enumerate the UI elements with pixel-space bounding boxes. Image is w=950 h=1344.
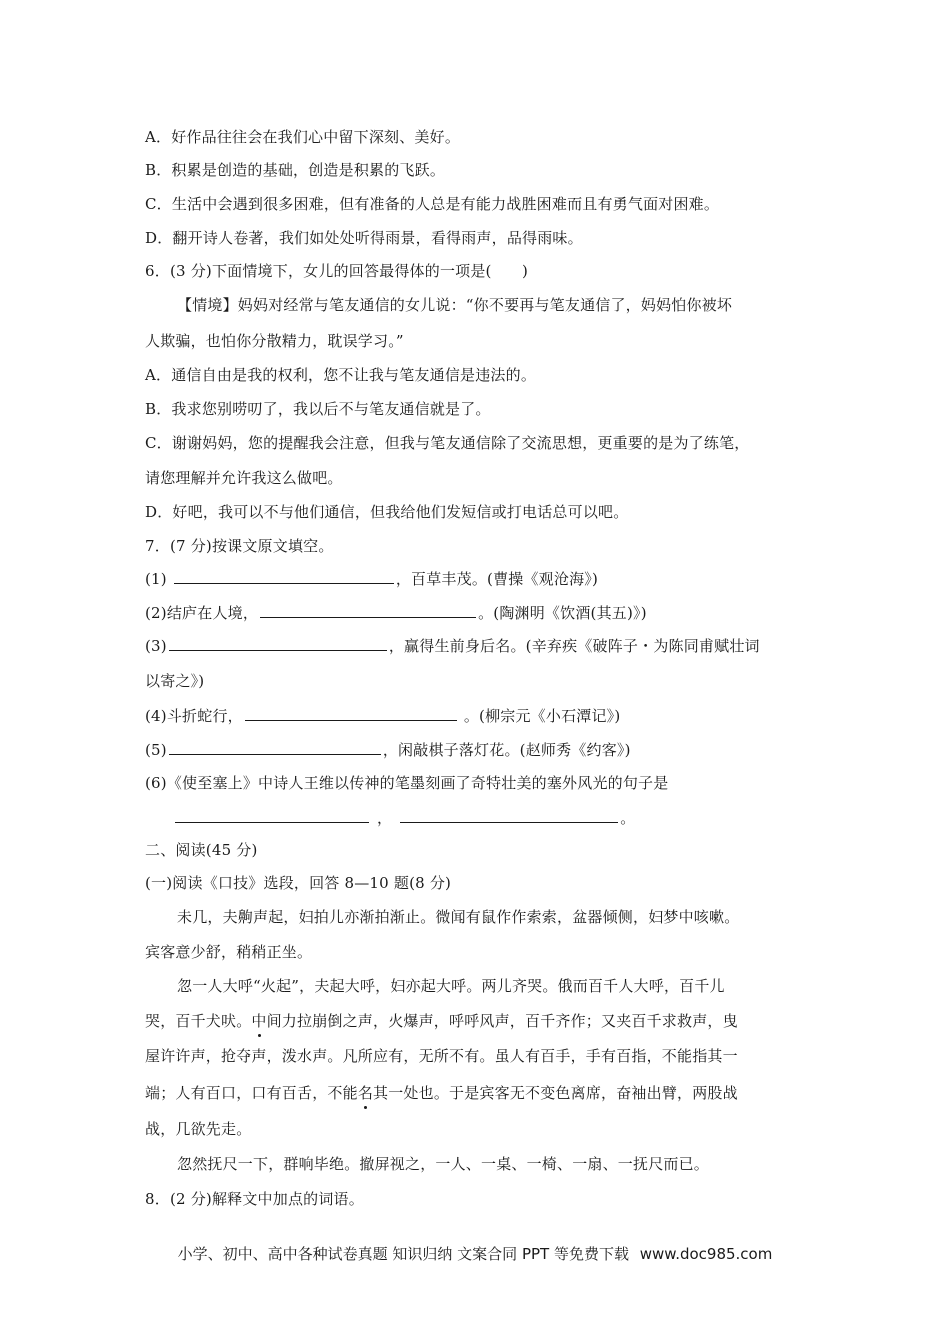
q7-item-5 [145, 738, 631, 761]
q7-item-6: (6)《使至塞上》中诗人王维以传神的笔墨刻画了奇特壮美的塞外风光的句子是 [145, 774, 669, 792]
q7-item-2-label: (2)结庐在人境， [145, 604, 259, 622]
passage-p2-line-2-b: 间力拉崩倒之声，火爆声，呼呼风声，百千齐作；又夹百千求救声，曳 [266, 1012, 738, 1030]
q5-option-c: C．生活中会遇到很多困难，但有准备的人总是有能力战胜困难而且有勇气面对困难。 [145, 195, 720, 213]
q5-option-d: D．翻开诗人卷著，我们如处处听得雨景，看得雨声，品得雨味。 [145, 229, 583, 247]
q6-option-a: A．通信自由是我的权利，您不让我与笔友通信是违法的。 [145, 366, 537, 384]
q6-option-b: B．我求您别唠叨了，我以后不与笔友通信就是了。 [145, 400, 491, 418]
q7-item-6-answers [173, 806, 635, 829]
q7-item-1 [145, 567, 598, 590]
q5-option-a: A．好作品往往会在我们心中留下深刻、美好。 [145, 128, 461, 146]
q6-context-line-2: 人欺骗，也怕你分散精力，耽误学习。” [145, 332, 404, 350]
emphasis-dot-word-ming: 名 [357, 1084, 374, 1102]
answer-blank-5[interactable] [169, 738, 381, 755]
passage-p2-line-1: 忽一人大呼“火起”，夫起大呼，妇亦起大呼。两儿齐哭。俄而百千人大呼，百千儿 [177, 977, 725, 995]
q5-option-b: B．积累是创造的基础，创造是积累的飞跃。 [145, 161, 446, 179]
q7-item-4-text: 。(柳宗元《小石潭记》) [458, 707, 621, 725]
answer-blank-6b[interactable] [400, 806, 618, 823]
q6-option-d: D．好吧，我可以不与他们通信，但我给他们发短信或打电话总可以吧。 [145, 503, 629, 521]
answer-blank-6a[interactable] [175, 806, 369, 823]
q6-stem: 6．(3 分)下面情境下，女儿的回答最得体的一项是( ) [145, 262, 529, 280]
emphasis-dot-word-zhong: 中 [251, 1012, 267, 1030]
q7-stem: 7．(7 分)按课文原文填空。 [145, 537, 334, 555]
passage-p2-line-2 [145, 1010, 738, 1032]
passage-p2-line-5: 战，几欲先走。 [145, 1120, 252, 1138]
passage-p2-line-4 [145, 1082, 738, 1104]
passage-p2-line-4-b: 其一处也。于是宾客无不变色离席，奋袖出臂，两股战 [373, 1084, 738, 1102]
q6-option-c-line-2: 请您理解并允许我这么做吧。 [145, 469, 343, 487]
answer-blank-4[interactable] [245, 704, 457, 721]
footer-link[interactable]: www.doc985.com [639, 1245, 773, 1263]
q7-item-5-label: (5) [145, 741, 167, 759]
q7-item-3-label: (3) [145, 637, 167, 655]
answer-blank-1[interactable] [174, 567, 394, 584]
footer-text: 小学、初中、高中各种试卷真题 知识归纳 文案合同 PPT 等免费下载 [177, 1245, 629, 1263]
q7-item-1-label: (1) [145, 570, 172, 588]
page-footer [0, 1243, 950, 1264]
passage-p1-line-1: 未几，夫齁声起，妇拍儿亦渐拍渐止。微闻有鼠作作索索，盆器倾侧，妇梦中咳嗽。 [177, 908, 740, 926]
passage-p2-line-2-a: 哭，百千犬吠。 [145, 1012, 252, 1030]
q7-item-3 [145, 634, 760, 657]
q8-stem: 8．(2 分)解释文中加点的词语。 [145, 1190, 364, 1208]
q6-context-line-1: 【情境】妈妈对经常与笔友通信的女儿说：“你不要再与笔友通信了，妈妈怕你被坏 [177, 296, 733, 314]
passage-p2-line-3: 屋许许声，抢夺声，泼水声。凡所应有，无所不有。虽人有百手，手有百指，不能指其一 [145, 1047, 738, 1065]
q7-item-2 [145, 601, 647, 624]
passage-p1-line-2: 宾客意少舒，稍稍正坐。 [145, 943, 313, 961]
q7-item-3-continuation: 以寄之》) [145, 672, 205, 690]
answer-blank-3[interactable] [169, 634, 387, 651]
q7-item-6-end: 。 [620, 809, 636, 827]
section-2-title: 二、阅读(45 分) [145, 841, 258, 859]
section-2-part-1-title: (一)阅读《口技》选段，回答 8—10 题(8 分) [145, 874, 452, 892]
q7-item-3-text: ，赢得生前身后名。(辛弃疾《破阵子・为陈同甫赋壮词 [388, 637, 760, 655]
passage-p2-line-4-a: 端；人有百口，口有百舌，不能 [145, 1084, 358, 1102]
answer-blank-2[interactable] [260, 601, 476, 618]
q6-option-c-line-1: C．谢谢妈妈，您的提醒我会注意，但我与笔友通信除了交流思想，更重要的是为了练笔， [145, 434, 750, 452]
q7-item-4-label: (4)斗折蛇行， [145, 707, 243, 725]
q7-item-5-text: ，闲敲棋子落灯花。(赵师秀《约客》) [382, 741, 631, 759]
q7-item-2-text: 。(陶渊明《饮酒(其五)》) [478, 604, 647, 622]
passage-p3: 忽然抚尺一下，群响毕绝。撤屏视之，一人、一桌、一椅、一扇、一抚尺而已。 [177, 1155, 710, 1173]
q7-item-6-separator: ， [377, 809, 393, 827]
q7-item-1-text: ，百草丰茂。(曹操《观沧海》) [395, 570, 599, 588]
q7-item-4 [145, 704, 620, 727]
